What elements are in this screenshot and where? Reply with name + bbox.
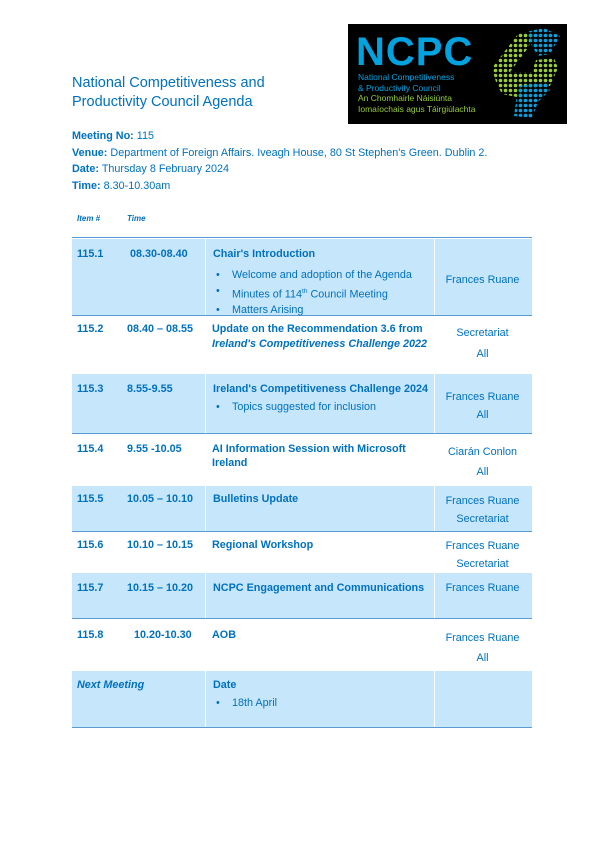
venue-value: Department of Foreign Affairs. Iveagh House, 80 St Stephen's Green. Dublin 2. (110, 146, 488, 159)
meeting-number (72, 128, 487, 145)
table-row (72, 316, 532, 374)
item-bullets (214, 400, 376, 416)
item-number: 115.2 (77, 323, 104, 335)
next-meeting-row (72, 671, 532, 728)
meeting-venue (72, 145, 487, 162)
presenter: Frances Ruane (445, 540, 520, 552)
item-number: 115.5 (77, 493, 104, 505)
agenda-table (72, 210, 532, 728)
list-item: • Matters Arising (230, 303, 412, 319)
item-topic: Bulletins Update (213, 493, 299, 505)
table-row (72, 619, 532, 671)
presenter-2: All (476, 409, 489, 421)
logo-abbreviation: NCPC (356, 30, 474, 74)
item-time: 10.15 – 10.20 (127, 582, 194, 594)
next-meeting-bullets (214, 696, 277, 712)
item-time: 08.30-08.40 (130, 248, 188, 260)
list-item: • Topics suggested for inclusion (230, 400, 376, 416)
list-item: • Minutes of 114th Council Meeting (230, 284, 412, 303)
logo-line-1: National Competitiveness (358, 72, 455, 82)
logo-line-3: An Chomhairle Náisiúnta (358, 93, 453, 103)
presenter-2: Secretariat (456, 513, 509, 525)
venue-label: Venue: (72, 146, 108, 159)
meeting-number-value: 115 (136, 130, 154, 142)
item-number: 115.8 (77, 629, 104, 641)
meeting-details (72, 128, 487, 194)
item-bullets (214, 268, 412, 318)
presenter: Frances Ruane (445, 391, 520, 403)
item-time: 10.05 – 10.10 (127, 493, 194, 505)
next-meeting-date-label: Date (213, 679, 237, 691)
next-meeting-label: Next Meeting (77, 679, 145, 691)
item-time: 8.55-9.55 (127, 383, 173, 395)
item-number: 115.7 (77, 582, 104, 594)
table-row (72, 434, 532, 486)
item-topic-line-2: Ireland (212, 457, 248, 469)
table-header (72, 210, 532, 238)
presenter: Ciarán Conlon (447, 446, 518, 458)
presenter: Frances Ruane (445, 632, 520, 644)
ncpc-logo (348, 24, 567, 124)
table-row (72, 573, 532, 619)
item-topic: Chair's Introduction (213, 248, 316, 260)
item-time: 9.55 -10.05 (127, 443, 182, 455)
presenter-2: Secretariat (456, 558, 509, 570)
date-label: Date: (72, 163, 99, 175)
item-topic: Ireland's Competitiveness Challenge 2024 (213, 383, 428, 395)
presenter-2: All (476, 652, 489, 664)
table-row (72, 239, 532, 316)
time-label: Time: (72, 179, 101, 192)
time-value: 8.30-10.30am (103, 179, 171, 192)
meeting-number-label: Meeting No: (72, 130, 134, 142)
page-title (72, 74, 265, 112)
list-item: • 18th April (230, 696, 277, 712)
presenter: Frances Ruane (445, 274, 520, 286)
table-row (72, 374, 532, 434)
item-topic: Update on the Recommendation 3.6 from (212, 323, 423, 335)
list-item: • Welcome and adoption of the Agenda (230, 268, 412, 284)
meeting-time (72, 178, 487, 195)
item-time: 08.40 – 08.55 (127, 323, 194, 335)
logo-line-2: & Productivity Council (358, 82, 441, 93)
title-line-1: National Competitiveness and (72, 75, 265, 91)
presenter-2: All (476, 348, 489, 360)
date-value: Thursday 8 February 2024 (101, 163, 230, 175)
logo-lines (358, 72, 476, 114)
presenter: Frances Ruane (445, 582, 520, 594)
item-time: 10.20-10.30 (134, 629, 192, 641)
item-topic: AOB (212, 629, 236, 641)
item-number: 115.4 (77, 443, 104, 455)
table-row (72, 532, 532, 573)
logo-line-4: Iomaíochais agus Táirgiúlachta (358, 103, 476, 114)
item-number: 115.6 (77, 539, 104, 551)
title-line-2: Productivity Council Agenda (72, 94, 253, 110)
item-topic: Regional Workshop (212, 539, 314, 551)
header-item: Item # (77, 214, 101, 223)
presenter-2: All (476, 466, 489, 478)
ireland-four-mark-icon (488, 28, 564, 120)
item-time: 10.10 – 10.15 (127, 539, 194, 551)
item-topic-line-2: Ireland's Competitiveness Challenge 2022 (212, 338, 427, 350)
presenter: Secretariat (456, 327, 509, 339)
item-topic: AI Information Session with Microsoft (212, 443, 406, 455)
header-time: Time (127, 214, 146, 223)
table-row (72, 486, 532, 532)
item-topic: NCPC Engagement and Communications (213, 582, 425, 594)
meeting-date (72, 161, 487, 178)
item-number: 115.3 (77, 383, 104, 395)
presenter: Frances Ruane (445, 495, 520, 507)
item-number: 115.1 (77, 248, 104, 260)
